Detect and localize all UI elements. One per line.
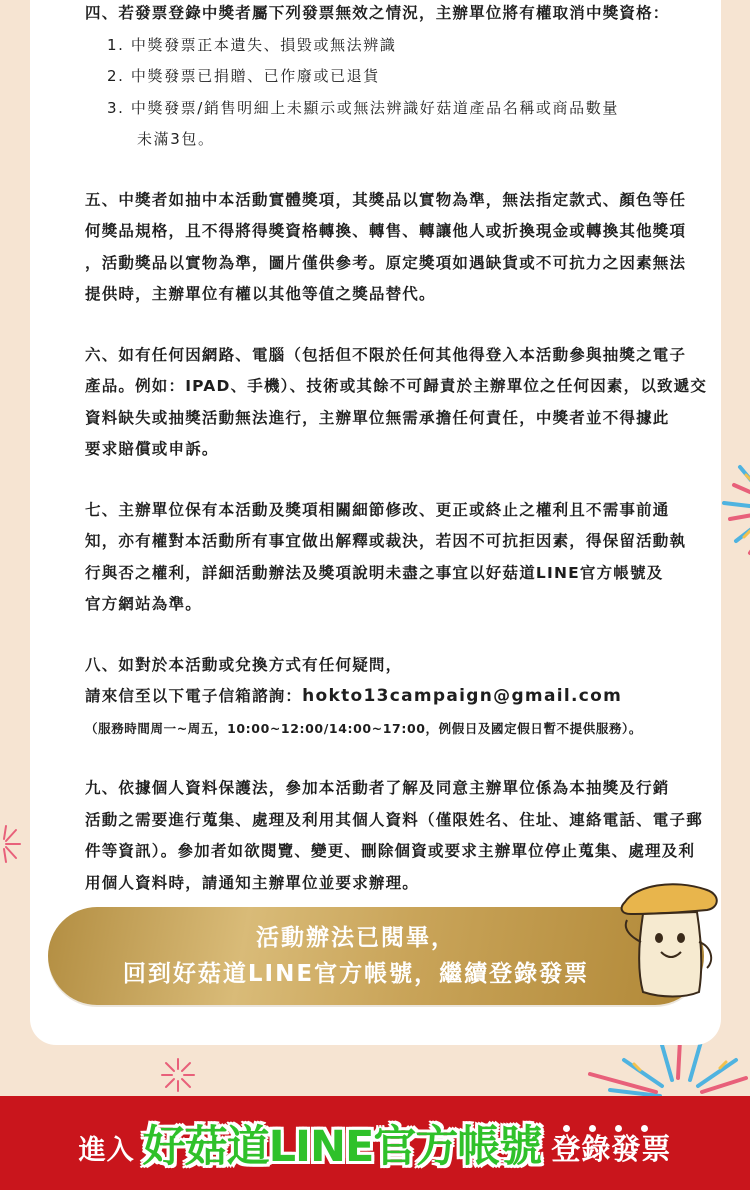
decorative-dots xyxy=(563,1105,683,1115)
section-7-line: 官方網站為準。 xyxy=(85,595,202,613)
cta-line-2: 回到好菇道LINE官方帳號，繼續登錄發票 xyxy=(122,961,590,987)
section-6-line: 要求賠償或申訴。 xyxy=(85,440,219,458)
section-7-line: 七、主辦單位保有本活動及獎項相關細節修改、更正或終止之權利且不需事前通 xyxy=(85,500,670,519)
cta-line-1: 活動辦法已閱畢， xyxy=(256,925,456,951)
contact-email[interactable]: hokto13campaign@gmail.com xyxy=(302,686,623,706)
banner-suffix-wrap xyxy=(551,1127,671,1168)
section-9-line: 用個人資料時，請通知主辦單位並要求辦理。 xyxy=(85,873,420,892)
section-5-line: 何獎品規格，且不得將得獎資格轉換、轉售、轉讓他人或折換現金或轉換其他獎項 xyxy=(85,222,687,240)
contact-label: 請來信至以下電子信箱諮詢： xyxy=(85,687,303,705)
line-account-banner[interactable] xyxy=(0,1096,750,1190)
contact-line xyxy=(85,681,725,713)
banner-content xyxy=(0,1096,750,1190)
return-to-line-button[interactable] xyxy=(48,907,704,1005)
banner-suffix: 登錄發票 xyxy=(551,1131,672,1166)
list-item: 3. 中獎發票/銷售明細上未顯示或無法辨識好菇道產品名稱或商品數量 xyxy=(107,98,619,117)
section-6 xyxy=(85,340,725,466)
section-9-line: 九、依據個人資料保護法，參加本活動者了解及同意主辦單位係為本抽獎及行銷 xyxy=(85,779,670,797)
section-9-line: 活動之需要進行蒐集、處理及利用其個人資料（僅限姓名、住址、連絡電話、電子郵 xyxy=(85,810,703,829)
section-7 xyxy=(85,495,725,621)
section-8 xyxy=(85,650,725,745)
section-9-line: 件等資訊）。參加者如欲閱覽、變更、刪除個資或要求主辦單位停止蒐集、處理及利 xyxy=(85,842,696,860)
list-item-continuation: 未滿3包。 xyxy=(137,130,215,148)
banner-prefix: 進入 xyxy=(78,1134,135,1166)
section-4 xyxy=(85,0,725,156)
list-item: 2. 中獎發票已捐贈、已作廢或已退貨 xyxy=(107,67,380,85)
section-7-line: 知，亦有權對本活動所有事宜做出解釋或裁決，若因不可抗拒因素，得保留活動執 xyxy=(85,532,687,550)
service-hours: （服務時間周一~周五，10:00~12:00/14:00~17:00，例假日及國定假日暫不提供服務）。 xyxy=(85,720,642,736)
mushroom-mascot-icon xyxy=(615,880,725,1000)
section-5 xyxy=(85,185,725,311)
invalid-invoice-list xyxy=(85,30,725,156)
section-5-line: ，活動獎品以實物為準，圖片僅供參考。原定獎項如遇缺貨或不可抗力之因素無法 xyxy=(85,253,687,272)
banner-main: 好菇道LINE官方帳號 xyxy=(142,1121,542,1172)
rules-content xyxy=(85,0,725,899)
section-6-line: 產品。例如：IPAD、手機）、技術或其餘不可歸責於主辦單位之任何因素，以致遞交 xyxy=(85,377,708,395)
firework-icon xyxy=(0,822,24,866)
section-5-line: 五、中獎者如抽中本活動實體獎項，其獎品以實物為準，無法指定款式、顏色等任 xyxy=(85,190,687,209)
section-7-line: 行與否之權利，詳細活動辦法及獎項說明未盡之事宜以好菇道LINE官方帳號及 xyxy=(85,563,664,582)
firework-icon xyxy=(158,1055,198,1095)
section-6-line: 六、如有任何因網路、電腦（包括但不限於任何其他得登入本活動參與抽獎之電子 xyxy=(85,345,687,364)
section-8-line: 八、如對於本活動或兌換方式有任何疑問， xyxy=(85,655,403,674)
section-4-heading: 四、若發票登錄中獎者屬下列發票無效之情況，主辦單位將有權取消中獎資格： xyxy=(85,4,670,22)
section-5-line: 提供時，主辦單位有權以其他等值之獎品替代。 xyxy=(85,285,436,303)
list-item: 1. 中獎發票正本遺失、損毀或無法辨識 xyxy=(107,35,397,54)
section-6-line: 資料缺失或抽獎活動無法進行，主辦單位無需承擔任何責任，中獎者並不得據此 xyxy=(85,408,670,427)
